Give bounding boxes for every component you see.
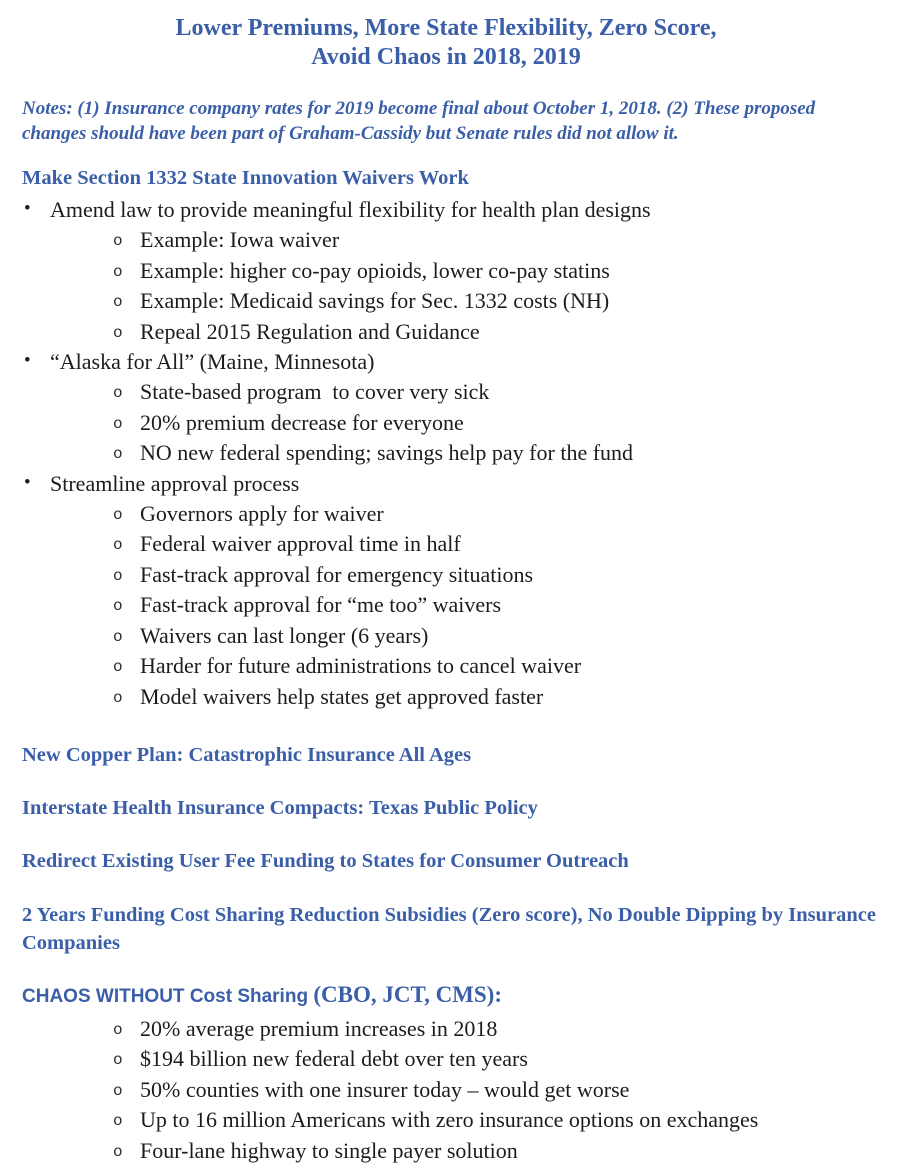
circle-bullet-icon: o xyxy=(113,384,123,403)
sub-bullet-item xyxy=(22,590,880,620)
sub-bullet-item xyxy=(22,408,880,438)
sub-bullet-text: Example: higher co-pay opioids, lower co-pay statins xyxy=(140,257,610,283)
sub-bullet-item xyxy=(22,256,880,286)
section-heading-two-years-csr: 2 Years Funding Cost Sharing Reduction Subsidies (Zero score), No Double Dipping by Insurance Companies xyxy=(22,903,876,955)
circle-bullet-icon: o xyxy=(113,688,123,707)
section-heading-interstate-compacts: Interstate Health Insurance Compacts: Texas Public Policy xyxy=(22,796,538,819)
notes-paragraph: Notes: (1) Insurance company rates for 2019 become final about October 1, 2018. (2) These proposed changes should have been part of Graham-Cassidy but Senate rules did not allow it. xyxy=(22,98,816,144)
circle-bullet-icon: o xyxy=(113,597,123,616)
circle-bullet-icon: o xyxy=(113,1081,123,1100)
circle-bullet-icon: o xyxy=(113,536,123,555)
sub-bullet-text: Governors apply for waiver xyxy=(140,501,384,527)
circle-bullet-icon: o xyxy=(113,262,123,281)
sub-bullet-item xyxy=(22,1075,880,1105)
sub-bullet-text: 50% counties with one insurer today – would get worse xyxy=(140,1076,630,1102)
page-title-line1: Lower Premiums, More State Flexibility, Zero Score, xyxy=(175,15,717,41)
waiver-list xyxy=(22,195,880,712)
bullet-item xyxy=(22,195,880,225)
sub-bullet-text: $194 billion new federal debt over ten years xyxy=(140,1046,528,1072)
circle-bullet-icon: o xyxy=(113,323,123,342)
section-heading-copper-plan: New Copper Plan: Catastrophic Insurance All Ages xyxy=(22,743,472,766)
sub-bullet-item xyxy=(22,286,880,316)
sub-bullet-text: Harder for future administrations to cancel waiver xyxy=(140,653,582,679)
bullet-dot-icon: • xyxy=(24,471,31,493)
circle-bullet-icon: o xyxy=(113,1112,123,1131)
section-heading-redirect-user-fee: Redirect Existing User Fee Funding to States for Consumer Outreach xyxy=(22,849,629,872)
sub-bullet-item xyxy=(22,651,880,681)
circle-bullet-icon: o xyxy=(113,1142,123,1161)
sub-bullet-item xyxy=(22,1014,880,1044)
sub-bullet-item xyxy=(22,682,880,712)
bullet-dot-icon: • xyxy=(24,198,31,219)
sub-bullet-text: Example: Iowa waiver xyxy=(140,227,340,253)
section-heading-chaos-without-cost-sharing xyxy=(22,981,880,1010)
sub-bullet-text: Up to 16 million Americans with zero insurance options on exchanges xyxy=(140,1107,759,1133)
circle-bullet-icon: o xyxy=(113,445,123,464)
page-title xyxy=(22,14,880,72)
sub-bullet-text: Fast-track approval for “me too” waivers xyxy=(140,592,502,618)
bullet-item xyxy=(22,469,880,499)
sub-bullet-text: Federal waiver approval time in half xyxy=(140,531,461,557)
bullet-item xyxy=(22,347,880,377)
circle-bullet-icon: o xyxy=(113,566,123,585)
sub-bullet-item xyxy=(22,438,880,468)
bullet-text: Amend law to provide meaningful flexibility for health plan designs xyxy=(50,197,651,222)
sub-bullet-item xyxy=(22,560,880,590)
sub-bullet-item xyxy=(22,377,880,407)
circle-bullet-icon: o xyxy=(113,414,123,433)
chaos-heading-serif-part: (CBO, JCT, CMS): xyxy=(313,981,502,1007)
sub-bullet-text: 20% premium decrease for everyone xyxy=(140,409,464,435)
circle-bullet-icon: o xyxy=(113,293,123,312)
sub-bullet-item xyxy=(22,225,880,255)
circle-bullet-icon: o xyxy=(113,627,123,646)
sub-bullet-text: Four-lane highway to single payer solution xyxy=(140,1137,518,1163)
circle-bullet-icon: o xyxy=(113,1051,123,1070)
sub-bullet-text: Fast-track approval for emergency situations xyxy=(140,561,534,587)
sub-bullet-item xyxy=(22,1044,880,1074)
section-heading-1332-waivers: Make Section 1332 State Innovation Waivers Work xyxy=(22,167,469,189)
sub-bullet-text: Repeal 2015 Regulation and Guidance xyxy=(140,318,480,344)
sub-bullet-item xyxy=(22,1136,880,1166)
sub-bullet-text: State-based program to cover very sick xyxy=(140,379,490,405)
circle-bullet-icon: o xyxy=(113,506,123,525)
sub-bullet-item xyxy=(22,317,880,347)
chaos-heading-sans-part: CHAOS WITHOUT Cost Sharing xyxy=(22,985,314,1007)
circle-bullet-icon: o xyxy=(113,232,123,251)
sub-bullet-item xyxy=(22,621,880,651)
page-title-line2: Avoid Chaos in 2018, 2019 xyxy=(311,44,581,70)
sub-bullet-item xyxy=(22,529,880,559)
bullet-text: “Alaska for All” (Maine, Minnesota) xyxy=(50,349,375,375)
sub-bullet-text: Example: Medicaid savings for Sec. 1332 costs (NH) xyxy=(140,288,610,314)
sub-bullet-text: 20% average premium increases in 2018 xyxy=(140,1015,498,1041)
bullet-dot-icon: • xyxy=(24,350,31,372)
sub-bullet-item xyxy=(22,499,880,529)
chaos-list xyxy=(22,1014,880,1166)
bullet-text: Streamline approval process xyxy=(50,470,300,496)
sub-bullet-text: Waivers can last longer (6 years) xyxy=(140,622,429,648)
sub-bullet-text: NO new federal spending; savings help pay for the fund xyxy=(140,440,634,466)
circle-bullet-icon: o xyxy=(113,658,123,677)
circle-bullet-icon: o xyxy=(113,1020,123,1039)
sub-bullet-item xyxy=(22,1105,880,1135)
sub-bullet-text: Model waivers help states get approved faster xyxy=(140,683,544,709)
